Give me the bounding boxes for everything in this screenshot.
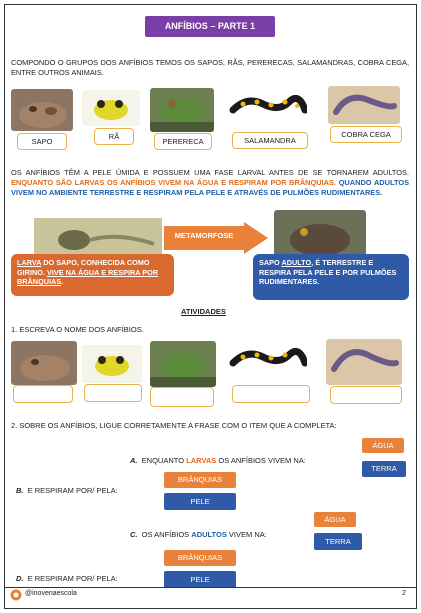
ra-image bbox=[82, 90, 140, 126]
footer-handle: @inovenaescola bbox=[25, 590, 77, 597]
item-d-text: E RESPIRAM POR/ PELA: bbox=[27, 574, 118, 583]
question-1: 1. ESCREVA O NOME DOS ANFÍBIOS. bbox=[11, 325, 144, 334]
option-agua-2[interactable]: ÁGUA bbox=[314, 512, 356, 527]
question-2: 2. SOBRE OS ANFÍBIOS, LIGUE CORRETAMENTE A FRASE COM O ITEM QUE A COMPLETA: bbox=[11, 421, 337, 430]
item-c-letter: C. bbox=[130, 530, 138, 539]
larva-card-term: LARVA bbox=[17, 258, 42, 267]
exercise-salamandra-image bbox=[229, 341, 307, 375]
item-c-pre: OS ANFÍBIOS bbox=[141, 530, 192, 539]
perereca-image bbox=[150, 88, 214, 132]
larva-card-end: . bbox=[61, 277, 64, 287]
description-part-larva: ENQUANTO SÃO LARVAS OS ANFÍBIOS VIVEM NA ÁGUA E RESPIRAM POR BRÂNQUIAS. bbox=[11, 178, 336, 187]
item-b bbox=[16, 486, 118, 495]
item-a-post: OS ANFÍBIOS VIVEM NA: bbox=[216, 456, 306, 465]
answer-box-2[interactable] bbox=[84, 384, 142, 402]
metamorfose-label: METAMORFOSE bbox=[174, 231, 234, 240]
exercise-cobra-cega-image bbox=[326, 339, 402, 385]
atividades-heading: ATIVIDADES bbox=[181, 307, 226, 316]
larva-card bbox=[11, 254, 174, 296]
item-a bbox=[130, 456, 306, 465]
option-branquias-1[interactable]: BRÂNQUIAS bbox=[164, 472, 236, 488]
intro-paragraph: COMPONDO O GRUPOS DOS ANFÍBIOS TEMOS OS SAPOS, RÃS, PERERECAS, SALAMANDRAS, COBRA CEGA, ENTRE OUTROS ANIMAIS. bbox=[11, 58, 409, 77]
option-agua-1[interactable]: ÁGUA bbox=[362, 438, 404, 453]
adulto-card-text: , É TERRESTRE E RESPIRA PELA PELE E POR PULMÕES RUDIMENTARES. bbox=[259, 258, 397, 287]
larva-card-text: DO SAPO, CONHECIDA COMO GIRINO. bbox=[17, 258, 150, 277]
cobra-cega-image bbox=[328, 86, 400, 124]
option-pele-1[interactable]: PELE bbox=[164, 493, 236, 510]
exercise-perereca-image bbox=[150, 341, 216, 387]
adulto-card-term: SAPO bbox=[259, 258, 282, 267]
description-paragraph bbox=[11, 168, 409, 198]
exercise-ra-image bbox=[82, 345, 142, 383]
item-a-letter: A. bbox=[130, 456, 138, 465]
label-cobra-cega: COBRA CEGA bbox=[330, 126, 402, 143]
option-branquias-2[interactable]: BRÂNQUIAS bbox=[164, 550, 236, 566]
answer-box-3[interactable] bbox=[150, 387, 214, 407]
label-perereca: PERERECA bbox=[154, 133, 212, 150]
item-d bbox=[16, 574, 118, 583]
exercise-sapo-image bbox=[11, 341, 77, 385]
answer-box-5[interactable] bbox=[330, 386, 402, 404]
page-number: 2 bbox=[402, 590, 406, 597]
description-part-1: OS ANFÍBIOS TÊM A PELE ÚMIDA E POSSUEM UMA FASE LARVAL ANTES DE SE TORNAREM ADULTOS. bbox=[11, 168, 409, 177]
option-terra-1[interactable]: TERRA bbox=[362, 461, 406, 477]
answer-box-4[interactable] bbox=[232, 385, 310, 403]
description-part-adulto: QUANDO ADULTOS VIVEM NO AMBIENTE TERRESTRE E RESPIRAM PELA PELE E ATRAVÉS DE PULMÕES RUDIMENTARES. bbox=[11, 178, 409, 197]
item-a-highlight: LARVAS bbox=[186, 456, 217, 465]
page-title: ANFÍBIOS – PARTE 1 bbox=[145, 16, 275, 37]
larva-card-habitat: VIVE NA ÁGUA E RESPIRA POR BRÂNQUIAS bbox=[17, 267, 159, 287]
option-terra-2[interactable]: TERRA bbox=[314, 533, 362, 550]
adulto-card-highlight: ADULTO bbox=[281, 258, 312, 267]
item-c-highlight: ADULTOS bbox=[191, 530, 227, 539]
sapo-image bbox=[11, 89, 73, 131]
item-c-post: VIVEM NA: bbox=[226, 530, 267, 539]
item-b-text: E RESPIRAM POR/ PELA: bbox=[27, 486, 118, 495]
item-b-letter: B. bbox=[16, 486, 24, 495]
item-a-pre: ENQUANTO bbox=[141, 456, 187, 465]
brand-logo-icon bbox=[10, 589, 22, 601]
label-ra: RÃ bbox=[94, 128, 134, 145]
option-pele-2[interactable]: PELE bbox=[164, 571, 236, 588]
footer-divider bbox=[5, 587, 416, 588]
label-sapo: SAPO bbox=[17, 133, 67, 150]
item-c bbox=[130, 530, 267, 539]
adulto-card bbox=[253, 254, 409, 300]
label-salamandra: SALAMANDRA bbox=[232, 132, 308, 149]
answer-box-1[interactable] bbox=[13, 385, 73, 403]
salamandra-image bbox=[229, 88, 307, 122]
item-d-letter: D. bbox=[16, 574, 24, 583]
